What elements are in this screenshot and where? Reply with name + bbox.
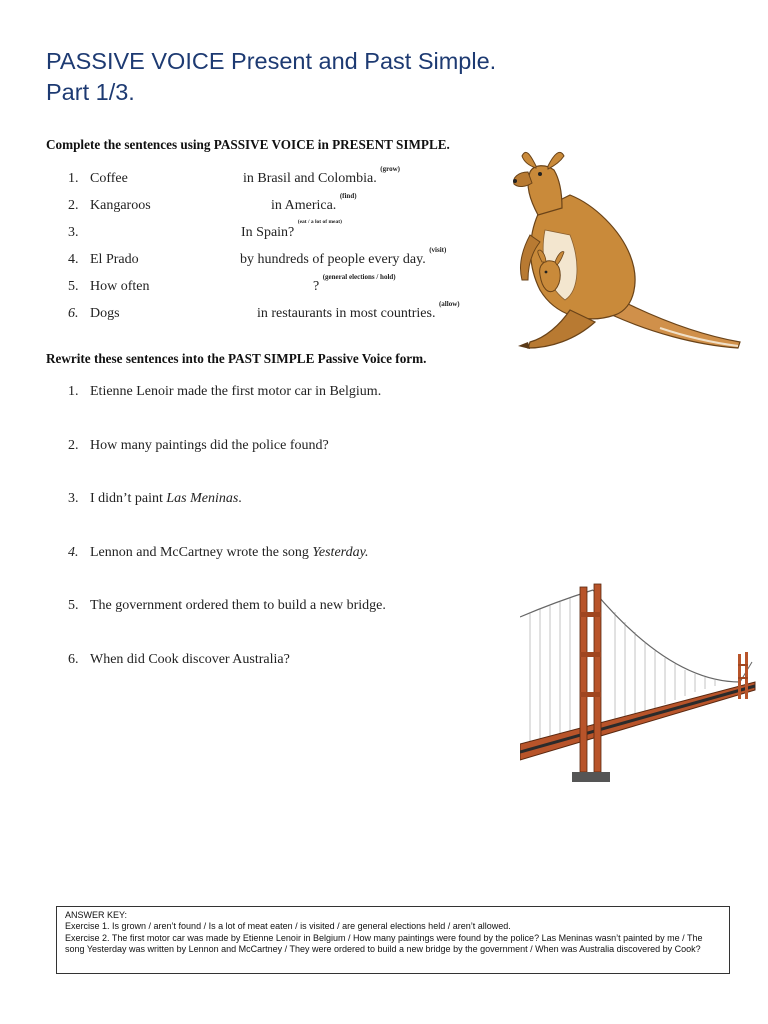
item-hint: (allow): [438, 300, 460, 308]
item-hint: (visit): [429, 246, 447, 254]
title-line-2: Part 1/3.: [46, 79, 135, 105]
item-subject: Kangaroos: [90, 198, 151, 213]
item-sentence: When did Cook discover Australia?: [90, 651, 290, 667]
kangaroo-illustration: [500, 150, 750, 355]
page-title: [46, 46, 646, 108]
item-text: in restaurants in most countries.: [257, 306, 436, 321]
answer-key-heading: ANSWER KEY:: [65, 910, 128, 920]
answer-key-exercise1: Exercise 1. Is grown / aren’t found / Is a lot of meat eaten / is visited / are general elections held / aren’t allowed.: [65, 921, 511, 932]
exercise2-list: [68, 384, 508, 706]
exercise1-item: [68, 300, 508, 333]
exercise2-item: [68, 598, 508, 652]
item-number: 1.: [68, 384, 79, 399]
item-number: 4.: [68, 252, 79, 267]
item-number: 4.: [68, 544, 79, 560]
item-text: in America.: [271, 198, 337, 213]
exercise1-item: [68, 165, 508, 198]
exercise1-list: [68, 165, 508, 333]
item-number: 3.: [68, 225, 79, 240]
item-number: 6.: [68, 306, 79, 321]
item-hint: (find): [339, 192, 357, 200]
sentence-title: Yesterday: [312, 544, 366, 560]
item-sentence: [90, 545, 369, 561]
item-sentence: The government ordered them to build a new bridge.: [90, 598, 386, 614]
item-number: 5.: [68, 279, 79, 294]
exercise1-item: [68, 192, 508, 225]
title-line-1: PASSIVE VOICE Present and Past Simple.: [46, 48, 497, 74]
exercise2-item: [68, 384, 508, 438]
answer-key-box: [56, 906, 730, 974]
exercise2-item: [68, 652, 508, 706]
item-number: 2.: [68, 437, 79, 453]
item-rest: [257, 300, 460, 322]
item-hint: (grow): [380, 165, 400, 173]
exercise2-item: [68, 438, 508, 492]
sentence-tail: .: [238, 491, 242, 507]
exercise2-item: [68, 491, 508, 545]
item-text: In Spain?: [241, 225, 295, 240]
sentence-text: I didn’t paint: [90, 491, 167, 507]
bridge-illustration: [520, 582, 760, 792]
item-rest: [241, 219, 342, 241]
item-number: 1.: [68, 171, 79, 186]
item-subject: Coffee: [90, 171, 128, 186]
item-number: 5.: [68, 598, 79, 614]
item-subject: Dogs: [90, 306, 120, 321]
item-sentence: How many paintings did the police found?: [90, 437, 329, 453]
exercise1-item: [68, 246, 508, 279]
item-hint: (eat / a lot of meat): [297, 219, 342, 225]
sentence-text: Lennon and McCartney wrote the song: [90, 544, 313, 560]
item-text: in Brasil and Colombia.: [243, 171, 377, 186]
item-sentence: [90, 491, 242, 507]
exercise1-instruction: Complete the sentences using PASSIVE VOICE in PRESENT SIMPLE.: [46, 137, 450, 152]
item-rest: [240, 246, 447, 268]
sentence-title: Las Meninas: [166, 491, 239, 507]
item-number: 6.: [68, 651, 79, 667]
item-hint: (general elections / hold): [322, 273, 396, 281]
exercise2-item: [68, 545, 508, 599]
item-text: by hundreds of people every day.: [240, 252, 426, 267]
item-text: ?: [313, 279, 320, 294]
item-number: 2.: [68, 198, 79, 213]
item-rest: [271, 192, 357, 214]
answer-key-exercise2: Exercise 2. The first motor car was made by Etienne Lenoir in Belgium / How many paintings were found by the police? Las Meninas wasn’t painted by me / The song Yesterday was written by Lennon and McCartney / They were ordered to build a new bridge by the government / When was Australia discovered by Cook?: [65, 932, 703, 955]
item-subject: How often: [90, 279, 150, 294]
sentence-tail: .: [365, 544, 369, 560]
item-subject: El Prado: [90, 252, 139, 267]
item-rest: [243, 165, 400, 187]
exercise2-instruction: Rewrite these sentences into the PAST SIMPLE Passive Voice form.: [46, 351, 427, 366]
item-rest: [313, 273, 396, 295]
item-number: 3.: [68, 491, 79, 507]
item-sentence: Etienne Lenoir made the first motor car in Belgium.: [90, 384, 382, 399]
